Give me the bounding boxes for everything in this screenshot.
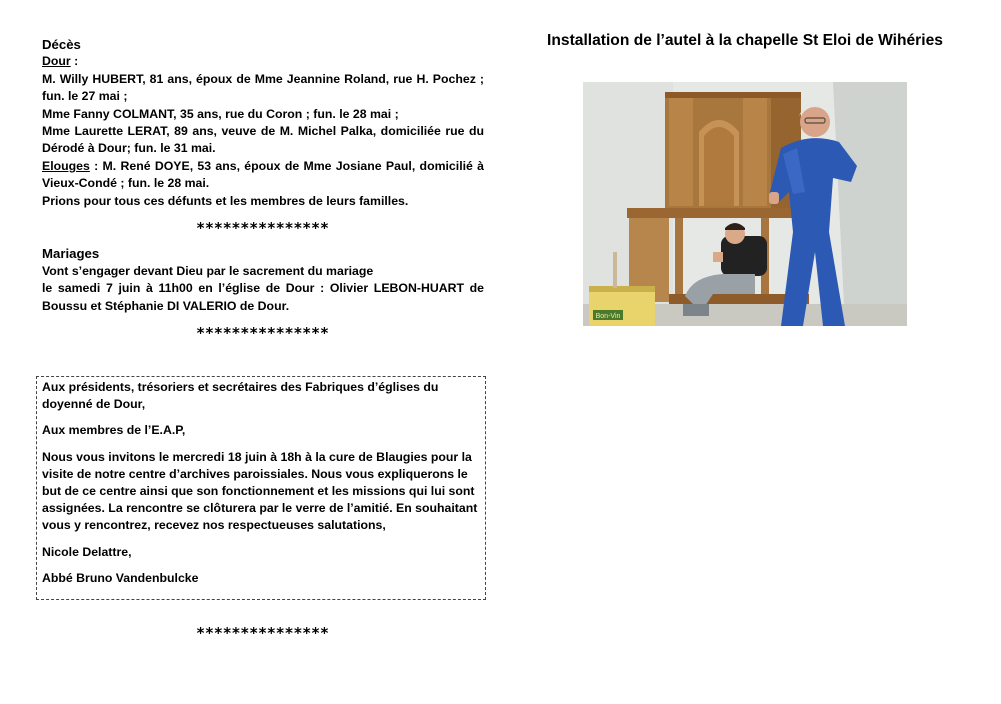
altar-photo-illustration (583, 82, 907, 326)
dour-label: Dour (42, 54, 71, 69)
deces-entry-colmant: Mme Fanny COLMANT, 35 ans, rue du Coron ; fun. le 28 mai ; (42, 106, 399, 121)
separator-stars: *************** (196, 219, 330, 238)
elouges-text: : M. René DOYE, 53 ans, époux de Mme Josiane Paul, domicilié à Vieux-Condé ; fun. le 28 mai. (42, 158, 484, 191)
deces-prayer: Prions pour tous ces défunts et les membres de leurs familles. (42, 193, 409, 208)
dour-colon: : (70, 54, 79, 69)
elouges-label: Elouges (42, 158, 90, 173)
notice-address-eap: Aux membres de l’E.A.P, (42, 423, 186, 438)
deces-entry-lerat: Mme Laurette LERAT, 89 ans, veuve de M. Michel Palka, domiciliée rue du Dérodé à Dour; fun. le 31 mai. (42, 124, 484, 156)
notice-signature-vandenbulcke: Abbé Bruno Vandenbulcke (42, 570, 199, 585)
crate-label: Bon-Vin (595, 313, 621, 320)
altar-installation-photo (583, 82, 907, 326)
deces-entry-hubert: M. Willy HUBERT, 81 ans, époux de Mme Jeannine Roland, rue H. Pochez ; fun. le 27 mai ; (42, 71, 484, 104)
mariages-heading: Mariages (42, 246, 100, 262)
photo-section-title: Installation de l’autel à la chapelle St Eloi de Wihéries (547, 32, 943, 49)
deces-entry-doye (42, 158, 484, 193)
invitation-notice-box (36, 376, 486, 600)
notice-body: Nous vous invitons le mercredi 18 juin à 18h à la cure de Blaugies pour la visite de notre centre d’archives paroissiales. Nous vous expliquerons le but de ce centre ainsi que son fonctionnement et les missions qui lui sont assignées. La rencontre se clôturera par le verre de l’amitié. En souhaitant vous y rencontrez, recevez nos respectueuses salutations, (42, 449, 478, 533)
deces-heading: Décès (42, 37, 81, 52)
separator-stars-3: *************** (196, 624, 330, 642)
left-column (42, 36, 484, 351)
notice-signature-delattre: Nicole Delattre, (42, 544, 132, 559)
mariages-intro: Vont s’engager devant Dieu par le sacrement du mariage (42, 263, 374, 278)
separator-stars-2: *************** (196, 324, 330, 343)
notice-address-fabriques: Aux présidents, trésoriers et secrétaires des Fabriques d’églises du doyenné de Dour, (42, 380, 439, 412)
mariages-detail: le samedi 7 juin à 11h00 en l’église de Dour : Olivier LEBON-HUART de Boussu et Stéphanie DI VALERIO de Dour. (42, 281, 484, 313)
dour-label-line (42, 53, 484, 70)
